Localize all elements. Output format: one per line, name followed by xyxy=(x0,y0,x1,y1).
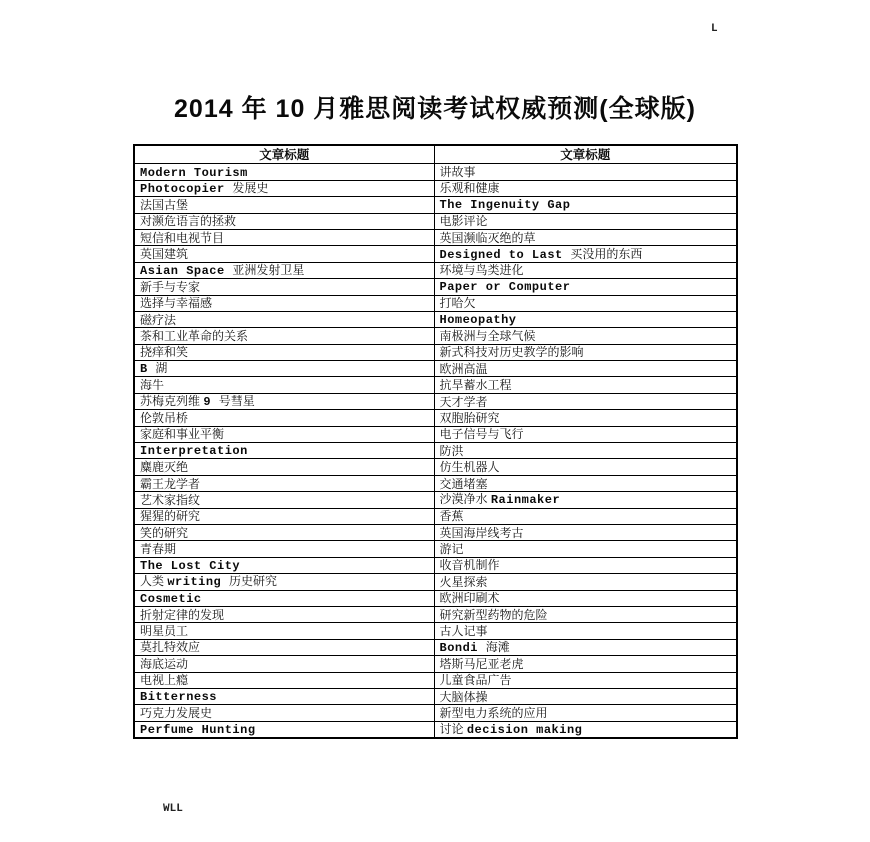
article-title-cell: 巧克力发展史 xyxy=(134,705,434,721)
english-text: Paper or Computer xyxy=(439,280,571,295)
table-row xyxy=(134,606,737,622)
article-title-cell xyxy=(134,557,434,573)
article-title-cell: 天才学者 xyxy=(434,393,737,409)
english-text: Cosmetic xyxy=(140,591,202,606)
article-title-cell: 短信和电视节目 xyxy=(134,229,434,245)
english-text: Interpretation xyxy=(140,444,248,459)
article-title-cell: B 湖 xyxy=(134,361,434,377)
article-title-cell: 茶和工业革命的关系 xyxy=(134,328,434,344)
article-title-cell: 麋鹿灭绝 xyxy=(134,459,434,475)
article-title-cell: 香蕉 xyxy=(434,508,737,524)
table-row xyxy=(134,705,737,721)
article-title-cell: 讲故事 xyxy=(434,164,737,180)
article-title-cell: 游记 xyxy=(434,541,737,557)
article-title-cell: 新型电力系统的应用 xyxy=(434,705,737,721)
english-text: Modern Tourism xyxy=(140,165,248,180)
article-title-cell xyxy=(134,164,434,180)
table-row xyxy=(134,410,737,426)
table-row xyxy=(134,311,737,327)
english-text: decision making xyxy=(466,722,583,737)
article-title-cell: 讨论 decision making xyxy=(434,721,737,738)
table-row xyxy=(134,508,737,524)
article-title-cell: 塔斯马尼亚老虎 xyxy=(434,656,737,672)
article-title-cell: 英国海岸线考古 xyxy=(434,524,737,540)
table-row xyxy=(134,213,737,229)
table-row xyxy=(134,164,737,180)
article-title-cell: 大脑体操 xyxy=(434,688,737,704)
article-title-cell: 霸王龙学者 xyxy=(134,475,434,491)
article-table xyxy=(133,144,738,739)
article-title-cell: 古人记事 xyxy=(434,623,737,639)
table-row xyxy=(134,180,737,196)
article-title-cell: 猩猩的研究 xyxy=(134,508,434,524)
article-title-cell xyxy=(434,197,737,213)
table-row xyxy=(134,574,737,590)
article-title-cell: 双胞胎研究 xyxy=(434,410,737,426)
article-title-cell: 电子信号与飞行 xyxy=(434,426,737,442)
article-title-cell xyxy=(434,279,737,295)
header-cell-left: 文章标题 xyxy=(134,145,434,164)
table-row xyxy=(134,443,737,459)
article-title-cell: 新式科技对历史教学的影响 xyxy=(434,344,737,360)
article-title-cell: Designed to Last 买没用的东西 xyxy=(434,246,737,262)
table-row xyxy=(134,344,737,360)
article-title-cell: 抗旱蓄水工程 xyxy=(434,377,737,393)
article-title-cell: 青春期 xyxy=(134,541,434,557)
article-title-cell: 挠痒和笑 xyxy=(134,344,434,360)
article-title-cell: 新手与专家 xyxy=(134,279,434,295)
article-title-cell: 仿生机器人 xyxy=(434,459,737,475)
table-row xyxy=(134,393,737,409)
table-row xyxy=(134,475,737,491)
english-text: The Lost City xyxy=(140,558,241,573)
table-row xyxy=(134,459,737,475)
article-title-cell: 英国建筑 xyxy=(134,246,434,262)
article-title-cell xyxy=(134,688,434,704)
article-title-cell: 研究新型药物的危险 xyxy=(434,606,737,622)
english-text: The Ingenuity Gap xyxy=(439,198,571,213)
article-title-cell: 英国濒临灭绝的草 xyxy=(434,229,737,245)
article-title-cell: 乐观和健康 xyxy=(434,180,737,196)
table-row xyxy=(134,426,737,442)
table-row xyxy=(134,524,737,540)
page-title: 2014 年 10 月雅思阅读考试权威预测(全球版) xyxy=(174,95,696,123)
header-page-mark: L xyxy=(711,23,718,35)
article-title-cell: 对濒危语言的拯救 xyxy=(134,213,434,229)
article-title-cell: 电影评论 xyxy=(434,213,737,229)
article-title-cell xyxy=(434,311,737,327)
table-row xyxy=(134,377,737,393)
article-title-cell: 莫扎特效应 xyxy=(134,639,434,655)
english-text: Perfume Hunting xyxy=(140,722,256,737)
table-row xyxy=(134,229,737,245)
article-title-cell: 环境与鸟类进化 xyxy=(434,262,737,278)
english-text: Rainmaker xyxy=(490,493,561,508)
article-title-cell: 欧洲印刷术 xyxy=(434,590,737,606)
article-title-cell: Bondi 海滩 xyxy=(434,639,737,655)
article-title-cell: 儿童食品广告 xyxy=(434,672,737,688)
footer-mark: WLL xyxy=(163,803,183,815)
english-text: Homeopathy xyxy=(439,313,517,328)
header-cell-right: 文章标题 xyxy=(434,145,737,164)
table-row xyxy=(134,590,737,606)
article-title-cell: 明星员工 xyxy=(134,623,434,639)
table-row xyxy=(134,328,737,344)
article-title-cell: 人类 writing 历史研究 xyxy=(134,574,434,590)
article-title-cell: 海底运动 xyxy=(134,656,434,672)
english-text: B xyxy=(140,362,156,377)
article-title-cell: 电视上瘾 xyxy=(134,672,434,688)
table-row xyxy=(134,672,737,688)
article-title-cell: 法国古堡 xyxy=(134,197,434,213)
table-row xyxy=(134,623,737,639)
article-title-cell: 沙漠净水 Rainmaker xyxy=(434,492,737,508)
table-row xyxy=(134,361,737,377)
table-row xyxy=(134,557,737,573)
table-row xyxy=(134,197,737,213)
table-row xyxy=(134,541,737,557)
table-header-row xyxy=(134,145,737,164)
article-title-cell: 欧洲高温 xyxy=(434,361,737,377)
article-title-cell: 防洪 xyxy=(434,443,737,459)
english-text: Bondi xyxy=(439,640,486,655)
table-row xyxy=(134,295,737,311)
table-row xyxy=(134,492,737,508)
article-table-body xyxy=(134,164,737,738)
article-title-cell: 苏梅克列维 9 号彗星 xyxy=(134,393,434,409)
table-row xyxy=(134,688,737,704)
table-row xyxy=(134,246,737,262)
table-row xyxy=(134,262,737,278)
article-title-cell: 笑的研究 xyxy=(134,524,434,540)
table-row xyxy=(134,639,737,655)
article-title-cell: 磁疗法 xyxy=(134,311,434,327)
article-title-cell: Photocopier 发展史 xyxy=(134,180,434,196)
article-title-cell: Asian Space 亚洲发射卫星 xyxy=(134,262,434,278)
english-text: Asian Space xyxy=(140,263,233,278)
article-title-cell: 打哈欠 xyxy=(434,295,737,311)
article-title-cell: 选择与幸福感 xyxy=(134,295,434,311)
english-text: 9 xyxy=(203,395,219,410)
article-title-cell xyxy=(134,443,434,459)
article-title-cell xyxy=(134,590,434,606)
article-title-cell: 伦敦吊桥 xyxy=(134,410,434,426)
article-title-cell: 南极洲与全球气候 xyxy=(434,328,737,344)
table-row xyxy=(134,279,737,295)
table-row xyxy=(134,721,737,738)
english-text: writing xyxy=(167,575,229,590)
english-text: Designed to Last xyxy=(439,247,571,262)
article-title-cell: 火星探索 xyxy=(434,574,737,590)
article-title-cell: 折射定律的发现 xyxy=(134,606,434,622)
article-title-cell: 艺术家指纹 xyxy=(134,492,434,508)
article-title-cell: 海牛 xyxy=(134,377,434,393)
english-text: Bitterness xyxy=(140,690,218,705)
article-title-cell: 交通堵塞 xyxy=(434,475,737,491)
article-title-cell xyxy=(134,721,434,738)
table-row xyxy=(134,656,737,672)
article-title-cell: 家庭和事业平衡 xyxy=(134,426,434,442)
english-text: Photocopier xyxy=(140,181,233,196)
article-title-cell: 收音机制作 xyxy=(434,557,737,573)
